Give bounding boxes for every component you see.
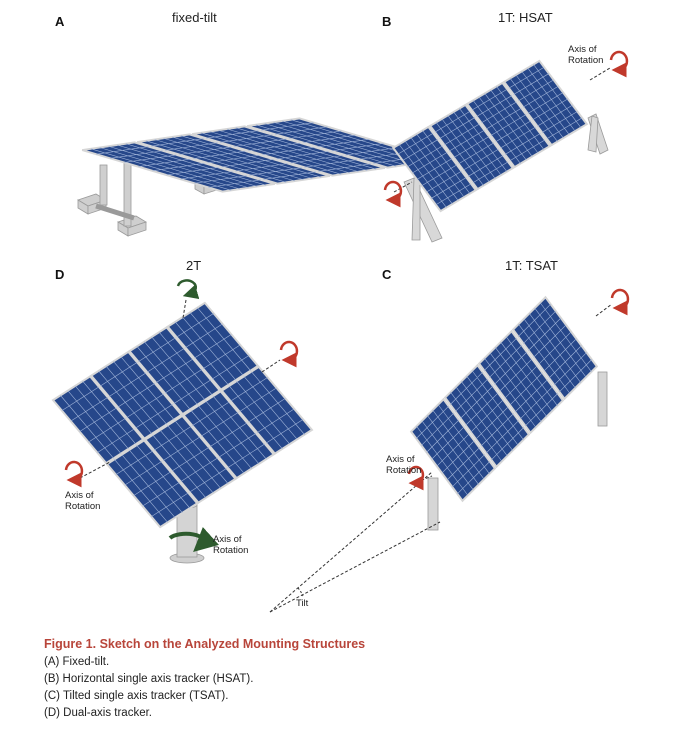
panel-b-letter: B xyxy=(382,14,392,29)
fixed-tilt-panel-array xyxy=(82,118,440,191)
panel-a xyxy=(55,10,440,236)
panel-b xyxy=(382,10,627,242)
tsat-panel-array xyxy=(411,297,597,501)
panel-a-title: fixed-tilt xyxy=(172,10,217,25)
dual-axis-base-label: Axis of Rotation xyxy=(213,534,249,556)
panel-c-letter: C xyxy=(382,267,392,282)
panel-d-title: 2T xyxy=(186,258,202,273)
figure-caption xyxy=(44,637,644,722)
panel-d xyxy=(53,258,312,563)
panel-c-title: 1T: TSAT xyxy=(505,258,558,273)
panel-d-letter: D xyxy=(55,267,65,282)
caption-line-b: (B) Horizontal single axis tracker (HSAT). xyxy=(44,673,254,685)
caption-line-c: (C) Tilted single axis tracker (TSAT). xyxy=(44,690,229,702)
tsat-axis-label: Axis of Rotation xyxy=(386,454,422,476)
tilt-label: Tilt xyxy=(296,598,309,609)
hsat-axis-label: Axis of Rotation xyxy=(568,44,604,66)
caption-line-a: (A) Fixed-tilt. xyxy=(44,656,110,668)
panel-b-title: 1T: HSAT xyxy=(498,10,553,25)
panel-a-letter: A xyxy=(55,14,65,29)
panel-c xyxy=(270,258,628,612)
hsat-panel-array xyxy=(393,61,587,211)
caption-line-d: (D) Dual-axis tracker. xyxy=(44,707,152,719)
dual-axis-side-label: Axis of Rotation xyxy=(65,490,101,512)
caption-title: Figure 1. Sketch on the Analyzed Mounting Structures xyxy=(44,637,366,651)
